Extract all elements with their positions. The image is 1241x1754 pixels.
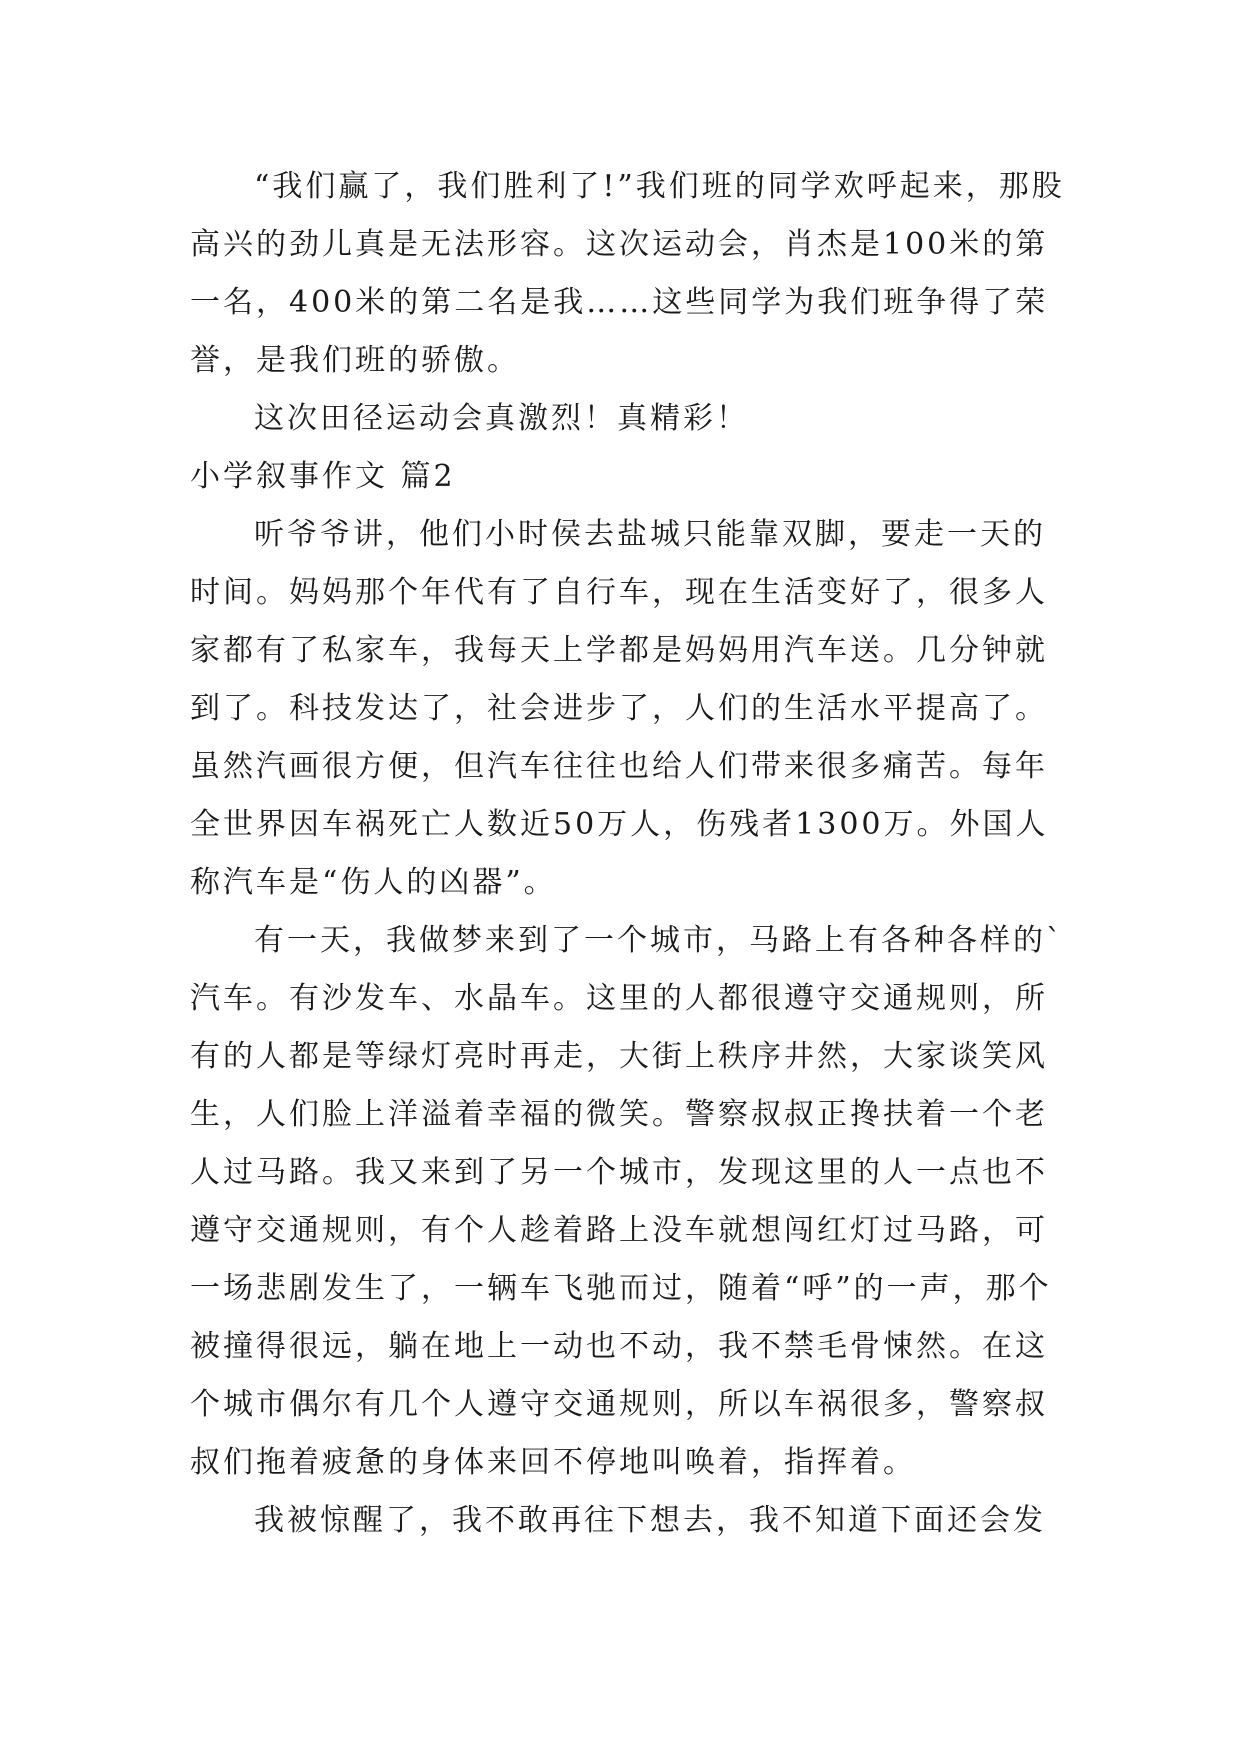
paragraph-dream: 有一天，我做梦来到了一个城市，马路上有各种各样的`汽车。有沙发车、水晶车。这里的人都很遵守交通规则，所有的人都是等绿灯亮时再走，大街上秩序井然，大家谈笑风生，人们脸上洋溢着幸福的微笑。警察叔叔正搀扶着一个老人过马路。我又来到了另一个城市，发现这里的人一点也不遵守交通规则，有个人趁着路上没车就想闯红灯过马路，可一场悲剧发生了，一辆车飞驰而过，随着“呼”的一声，那个被撞得很远，躺在地上一动也不动，我不禁毛骨悚然。在这个城市偶尔有几个人遵守交通规则，所以车祸很多，警察叔叔们拖着疲惫的身体来回不停地叫唤着，指挥着。 xyxy=(190,923,1064,1480)
paragraph-exciting: 这次田径运动会真激烈！真精彩！ xyxy=(254,401,749,436)
section-title: 小学叙事作文 篇2 xyxy=(190,459,456,494)
paragraph-victory: “我们赢了，我们胜利了!”我们班的同学欢呼起来，那股高兴的劲儿真是无法形容。这次运动会，肖杰是100米的第一名，400米的第二名是我……这些同学为我们班争得了荣誉，是我们班的骄傲。 xyxy=(190,169,1065,378)
paragraph-awake: 我被惊醒了，我不敢再往下想去，我不知道下面还会发 xyxy=(254,1503,1046,1538)
paragraph-grandpa: 听爷爷讲，他们小时侯去盐城只能靠双脚，要走一天的时间。妈妈那个年代有了自行车，现在生活变好了，很多人家都有了私家车，我每天上学都是妈妈用汽车送。几分钟就到了。科技发达了，社会进步了，人们的生活水平提高了。虽然汽画很方便，但汽车往往也给人们带来很多痛苦。每年全世界因车祸死亡人数近50万人，伤残者1300万。外国人称汽车是“伤人的凶器”。 xyxy=(190,517,1049,900)
document-page xyxy=(190,158,1070,1550)
